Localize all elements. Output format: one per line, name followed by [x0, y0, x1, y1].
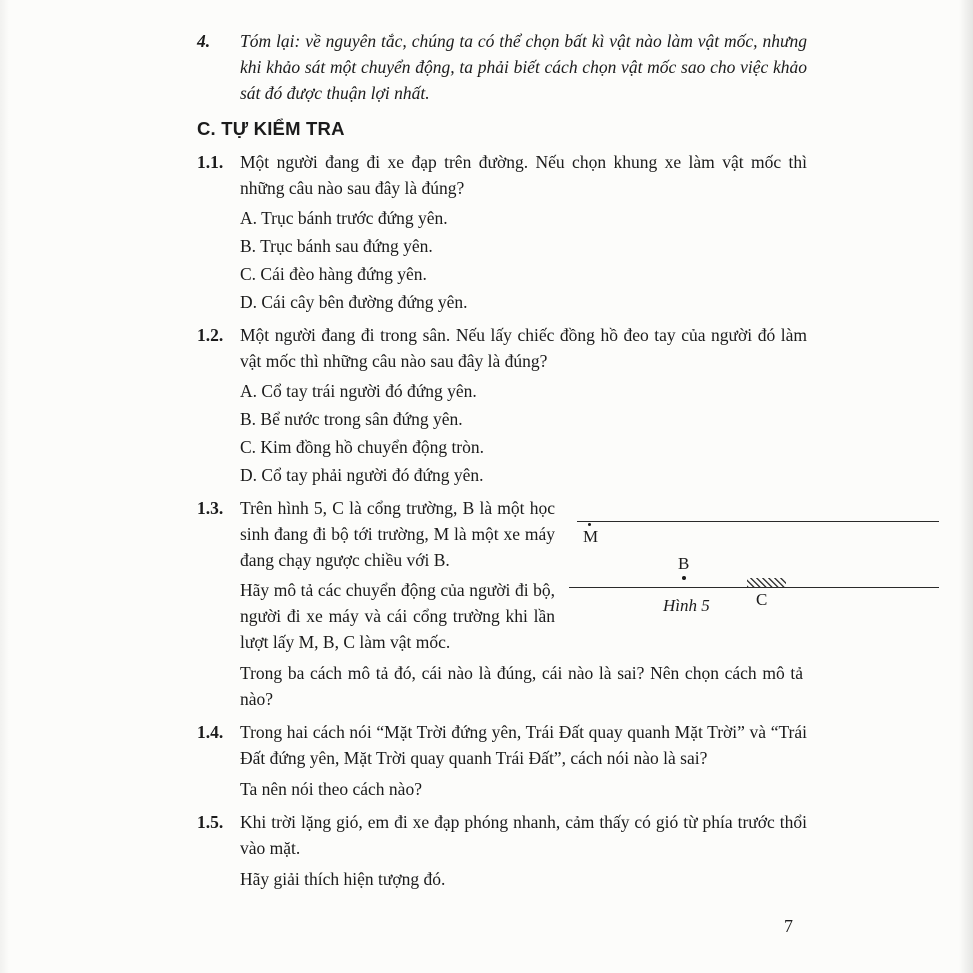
summary-item-4	[197, 28, 807, 106]
option-b: B. Trục bánh sau đứng yên.	[240, 236, 433, 256]
question-1-4-paragraph-2: Ta nên nói theo cách nào?	[240, 779, 422, 799]
road-line-top	[577, 521, 939, 522]
question-1-2-stem	[197, 322, 807, 374]
option-a: A. Cổ tay trái người đó đứng yên.	[240, 381, 477, 401]
question-1-4	[197, 719, 807, 802]
summary-item-number: 4.	[197, 31, 211, 51]
question-1-2-number: 1.2.	[197, 325, 224, 345]
point-m-label: M	[583, 527, 599, 546]
option-d: D. Cái cây bên đường đứng yên.	[240, 292, 468, 312]
question-1-3-stem	[197, 495, 555, 573]
question-1-1-number: 1.1.	[197, 152, 224, 172]
question-1-3	[197, 495, 942, 712]
option-b: B. Bể nước trong sân đứng yên.	[240, 409, 463, 429]
question-1-1-text: Một người đang đi xe đạp trên đường. Nếu chọn khung xe làm vật mốc thì những câu nào sau đây là đúng?	[240, 152, 807, 198]
question-1-1-stem	[197, 149, 807, 201]
road-line-bottom	[569, 587, 939, 588]
question-1-5-text: Khi trời lặng gió, em đi xe đạp phóng nhanh, cảm thấy có gió từ phía trước thổi vào mặt.	[240, 812, 807, 858]
option-a: A. Trục bánh trước đứng yên.	[240, 208, 448, 228]
gate-hatch-mark	[747, 578, 786, 587]
point-c-label: C	[756, 590, 768, 609]
page-number: 7	[784, 916, 793, 936]
option-c: C. Cái đèo hàng đứng yên.	[240, 264, 427, 284]
question-1-1-options	[197, 205, 807, 315]
question-1-4-stem	[197, 719, 807, 771]
point-b-label: B	[678, 554, 690, 573]
question-1-4-text: Trong hai cách nói “Mặt Trời đứng yên, Trái Đất quay quanh Mặt Trời” và “Trái Đất đứng yên, Mặt Trời quay quanh Trái Đất”, cách nói nào là sai?	[240, 722, 807, 768]
question-1-3-number: 1.3.	[197, 498, 224, 518]
page-content	[197, 28, 807, 892]
summary-item-text: Tóm lại: về nguyên tắc, chúng ta có thể chọn bất kì vật nào làm vật mốc, nhưng khi khảo sát một chuyển động, ta phải biết cách chọn vật mốc sao cho việc khảo sát đó được thuận lợi nhất.	[240, 31, 807, 103]
question-1-3-paragraph-3: Trong ba cách mô tả đó, cái nào là đúng, cái nào là sai? Nên chọn cách mô tả nào?	[240, 663, 803, 709]
section-heading: C. TỰ KIỂM TRA	[197, 118, 345, 139]
option-d: D. Cổ tay phải người đó đứng yên.	[240, 465, 484, 485]
question-1-5	[197, 809, 807, 892]
question-1-3-text: Trên hình 5, C là cổng trường, B là một học sinh đang đi bộ tới trường, M là một xe máy đang chạy ngược chiều với B.	[240, 498, 555, 570]
question-1-2-options	[197, 378, 807, 488]
question-1-5-paragraph-2: Hãy giải thích hiện tượng đó.	[240, 869, 446, 889]
question-1-2	[197, 322, 807, 488]
question-1-1	[197, 149, 807, 315]
question-1-2-text: Một người đang đi trong sân. Nếu lấy chiếc đồng hồ đeo tay của người đó làm vật mốc thì những câu nào sau đây là đúng?	[240, 325, 807, 371]
question-1-5-number: 1.5.	[197, 812, 224, 832]
question-1-4-number: 1.4.	[197, 722, 224, 742]
figure-caption: Hình 5	[663, 596, 710, 615]
question-1-3-text-column	[197, 495, 555, 655]
question-1-3-row	[197, 495, 942, 655]
question-1-3-paragraph-2: Hãy mô tả các chuyển động của người đi bộ, người đi xe máy và cái cổng trường khi lần lượt lấy M, B, C làm vật mốc.	[240, 580, 555, 652]
option-c: C. Kim đồng hồ chuyển động tròn.	[240, 437, 485, 457]
figure-hinh-5	[569, 509, 942, 615]
question-1-5-stem	[197, 809, 807, 861]
